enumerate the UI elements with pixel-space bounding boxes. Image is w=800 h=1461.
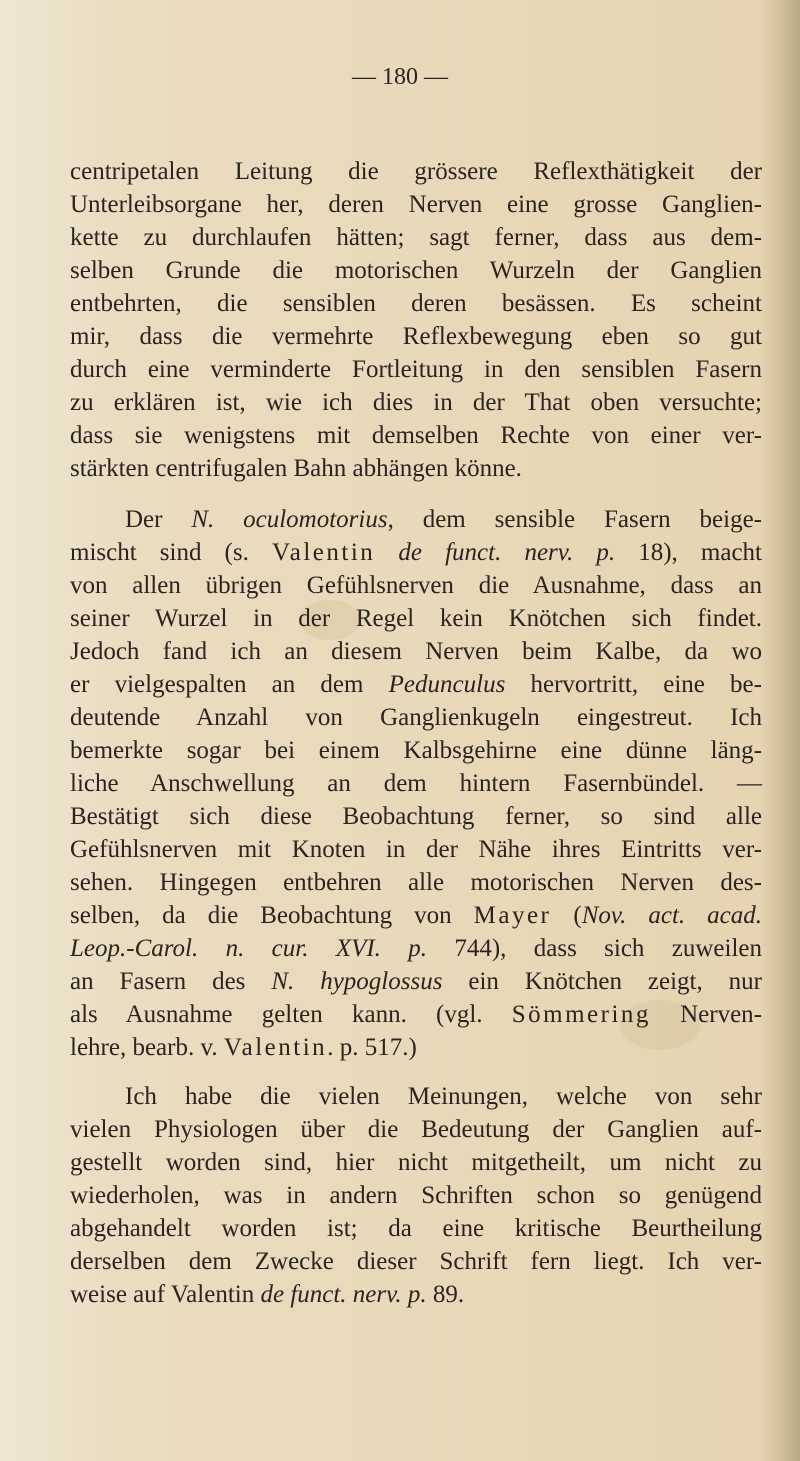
text-line [70,1280,762,1310]
text-line [70,1148,762,1178]
text-span: derselben dem Zwecke dieser Schrift fern liegt. Ich ver- [70,1248,762,1275]
text-line [70,868,762,898]
text-line [70,802,762,832]
text-span: weise auf Valentin [70,1281,261,1308]
text-span: mir, dass die vermehrte Reflexbewegung eben so gut [70,323,762,350]
text-span: deutende Anzahl von Ganglienkugeln eingestreut. Ich [70,704,762,731]
text-line [70,1115,762,1145]
text-line [70,538,762,568]
text-line [70,1000,762,1030]
text-line [70,322,762,352]
text-span [375,539,398,566]
text-span: durch eine verminderte Fortleitung in den sensiblen Fasern [70,356,762,383]
text-span: er vielgespalten an dem [70,671,389,698]
text-line [70,967,762,997]
spaced-name: Mayer [473,902,552,929]
text-span: ( [551,902,582,929]
text-span: als Ausnahme gelten kann. (vgl. [70,1001,512,1028]
text-span: Unterleibsorgane her, deren Nerven eine grosse Ganglien- [70,191,762,218]
italic-text: Leop.-Carol. n. cur. XVI. p. [70,935,428,962]
italic-text: de funct. nerv. p. [260,1281,427,1308]
text-span: ein Knötchen zeigt, nur [442,968,762,995]
text-span: Der [125,506,192,533]
text-line [70,1247,762,1277]
text-span: Ich habe die vielen Meinungen, welche von sehr [125,1083,762,1110]
text-line [70,223,762,253]
page-number: — 180 — [352,64,448,90]
text-line [70,388,762,418]
text-span: entbehrten, die sensiblen deren besässen. Es scheint [70,290,762,317]
text-line [70,1181,762,1211]
text-span: selben, da die Beobachtung von [70,902,474,929]
text-span: Bestätigt sich diese Beobachtung ferner, so sind alle [70,803,762,830]
text-span: vielen Physiologen über die Bedeutung der Ganglien auf- [70,1116,762,1143]
text-span: an Fasern des [70,968,272,995]
spaced-name: Valentin [223,1034,328,1061]
text-span: zu erklären ist, wie ich dies in der That oben versuchte; [70,389,762,416]
text-line [70,736,762,766]
text-span: Gefühlsnerven mit Knoten in der Nähe ihres Eintritts ver- [70,836,762,863]
text-line [70,190,762,220]
text-line [70,454,762,484]
text-span: dass sie wenigstens mit demselben Rechte von einer ver- [70,422,762,449]
text-span: , dem sensible Fasern beige- [387,506,762,533]
text-span: liche Anschwellung an dem hintern Fasernbündel. — [70,770,762,797]
text-line [125,1082,762,1112]
text-span: abgehandelt worden ist; da eine kritische Beurtheilung [70,1215,762,1242]
italic-text: de funct. nerv. p. [398,539,616,566]
text-line [70,256,762,286]
text-span: 18), macht [615,539,762,566]
text-span: bemerkte sogar bei einem Kalbsgehirne eine dünne läng- [70,737,762,764]
text-span: . p. 517.) [327,1034,417,1061]
text-line [70,421,762,451]
text-span: centripetalen Leitung die grössere Reflexthätigkeit der [70,158,762,185]
text-line [70,355,762,385]
text-line [70,289,762,319]
text-span: stärkten centrifugalen Bahn abhängen könne. [70,455,522,482]
text-line [70,703,762,733]
text-line [70,769,762,799]
text-line [70,604,762,634]
text-line [70,901,762,931]
text-span: gestellt worden sind, hier nicht mitgetheilt, um nicht zu [70,1149,762,1176]
text-line [70,835,762,865]
spaced-name: Sömmering [511,1001,651,1028]
text-line [70,1214,762,1244]
spaced-name: Valentin [271,539,376,566]
text-span: mischt sind (s. [70,539,272,566]
text-span: seiner Wurzel in der Regel kein Knötchen sich findet. [70,605,762,632]
text-span: kette zu durchlaufen hätten; sagt ferner, dass aus dem- [70,224,762,251]
text-line [70,934,762,964]
text-span: sehen. Hingegen entbehren alle motorischen Nerven des- [70,869,762,896]
text-line [70,670,762,700]
text-span: Jedoch fand ich an diesem Nerven beim Kalbe, da wo [70,638,762,665]
text-span: lehre, bearb. v. [70,1034,224,1061]
italic-text: Nov. act. acad. [581,902,763,929]
text-span: hervortritt, eine be- [505,671,762,698]
text-span: 89. [426,1281,465,1308]
italic-text: Pedunculus [388,671,506,698]
italic-text: N. oculomotorius [191,506,388,533]
text-span: Nerven- [650,1001,762,1028]
text-span: wiederholen, was in andern Schriften schon so genügend [70,1182,762,1209]
text-line [70,571,762,601]
text-line [70,157,762,187]
text-span: von allen übrigen Gefühlsnerven die Ausnahme, dass an [70,572,762,599]
text-span: 744), dass sich zuweilen [427,935,762,962]
text-line [125,505,762,535]
text-line [70,637,762,667]
italic-text: N. hypoglossus [271,968,443,995]
text-line [70,1033,762,1063]
text-span: selben Grunde die motorischen Wurzeln der Ganglien [70,257,762,284]
